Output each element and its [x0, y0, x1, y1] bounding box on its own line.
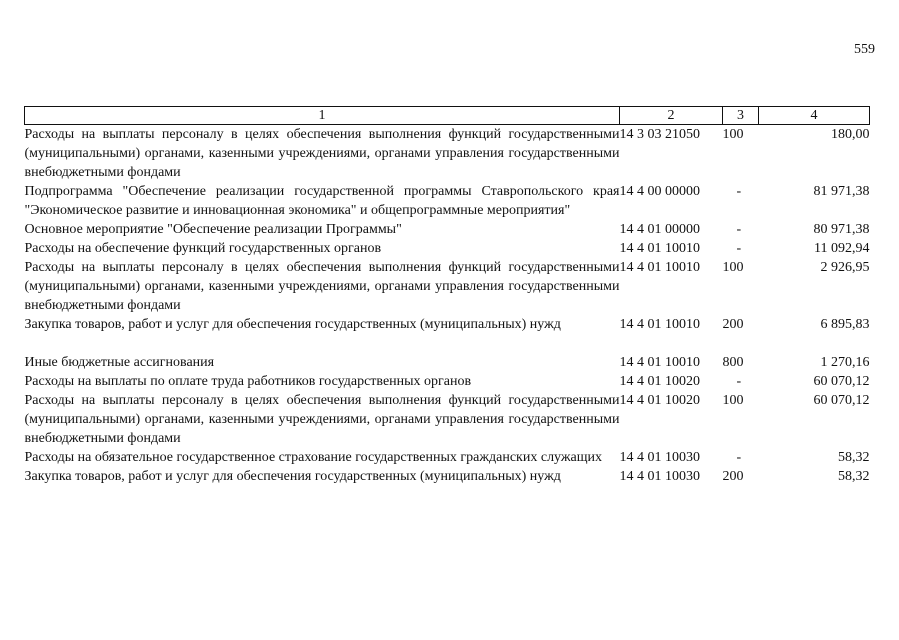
row-amount: 60 070,12 — [813, 374, 870, 389]
row-code: 14 4 01 10010 — [619, 241, 700, 256]
row-code: 14 4 00 00000 — [619, 184, 700, 199]
row-name: Расходы на обеспечение функций государственных органов — [24, 241, 382, 256]
table-row — [25, 391, 870, 448]
row-type: - — [736, 374, 742, 389]
row-type: 100 — [722, 127, 744, 142]
row-amount: 81 971,38 — [813, 184, 870, 199]
row-code: 14 4 01 10020 — [619, 393, 700, 408]
row-type: 100 — [722, 260, 744, 275]
page-number: 559 — [854, 42, 875, 57]
table-row — [25, 467, 870, 486]
row-name: Расходы на выплаты персоналу в целях обеспечения выполнения функций государственными (муниципальными) органами, казенными учреждениями, органами управления государственными внебюджетными фондами — [24, 127, 620, 180]
table-row — [25, 220, 870, 239]
row-name: Расходы на выплаты персоналу в целях обеспечения выполнения функций государственными (муниципальными) органами, казенными учреждениями, органами управления государственными внебюджетными фондами — [24, 393, 620, 446]
row-type: - — [736, 184, 742, 199]
table-row — [25, 353, 870, 372]
row-name: Основное мероприятие "Обеспечение реализации Программы" — [24, 222, 402, 237]
row-type: 200 — [722, 317, 744, 332]
header-col-3: 3 — [723, 107, 759, 125]
row-code: 14 4 01 10030 — [619, 469, 700, 484]
row-amount: 58,32 — [838, 450, 870, 465]
row-type: - — [736, 450, 742, 465]
table-row — [25, 239, 870, 258]
row-name: Закупка товаров, работ и услуг для обеспечения государственных (муниципальных) нужд — [24, 317, 561, 332]
row-name: Расходы на выплаты персоналу в целях обеспечения выполнения функций государственными (муниципальными) органами, казенными учреждениями, органами управления государственными внебюджетными фондами — [24, 260, 620, 313]
row-code: 14 4 01 10010 — [619, 260, 700, 275]
row-code: 14 4 01 10010 — [619, 355, 700, 370]
row-type: 200 — [722, 469, 744, 484]
row-code: 14 4 01 10020 — [619, 374, 700, 389]
row-code: 14 4 01 10030 — [619, 450, 700, 465]
row-amount: 58,32 — [838, 469, 870, 484]
row-code: 14 4 01 10010 — [619, 317, 700, 332]
row-amount: 80 971,38 — [813, 222, 870, 237]
row-type: - — [736, 222, 742, 237]
row-type: 100 — [722, 393, 744, 408]
row-name: Закупка товаров, работ и услуг для обеспечения государственных (муниципальных) нужд — [24, 469, 561, 484]
row-name: Подпрограмма "Обеспечение реализации государственной программы Ставропольского края "Экономическое развитие и инновационная экономика" и общепрограммные мероприятия" — [24, 184, 620, 218]
row-amount: 11 092,94 — [814, 241, 870, 256]
header-row — [25, 107, 870, 125]
row-code: 14 3 03 21050 — [619, 127, 700, 142]
header-col-2: 2 — [620, 107, 723, 125]
header-col-1: 1 — [25, 107, 620, 125]
table-row — [25, 315, 870, 353]
table-row — [25, 258, 870, 315]
row-amount: 180,00 — [831, 127, 870, 142]
row-amount: 2 926,95 — [820, 260, 870, 275]
table-row — [25, 448, 870, 467]
row-name: Расходы на обязательное государственное страхование государственных гражданских служащих — [24, 450, 603, 465]
row-amount: 60 070,12 — [813, 393, 870, 408]
row-amount: 1 270,16 — [820, 355, 870, 370]
row-name: Иные бюджетные ассигнования — [24, 355, 215, 370]
table-row — [25, 372, 870, 391]
row-name: Расходы на выплаты по оплате труда работников государственных органов — [24, 374, 472, 389]
row-type: - — [736, 241, 742, 256]
budget-table — [24, 106, 870, 486]
row-type: 800 — [722, 355, 744, 370]
row-amount: 6 895,83 — [820, 317, 870, 332]
table-row — [25, 182, 870, 220]
row-code: 14 4 01 00000 — [619, 222, 700, 237]
table-row — [25, 125, 870, 183]
header-col-4: 4 — [759, 107, 870, 125]
